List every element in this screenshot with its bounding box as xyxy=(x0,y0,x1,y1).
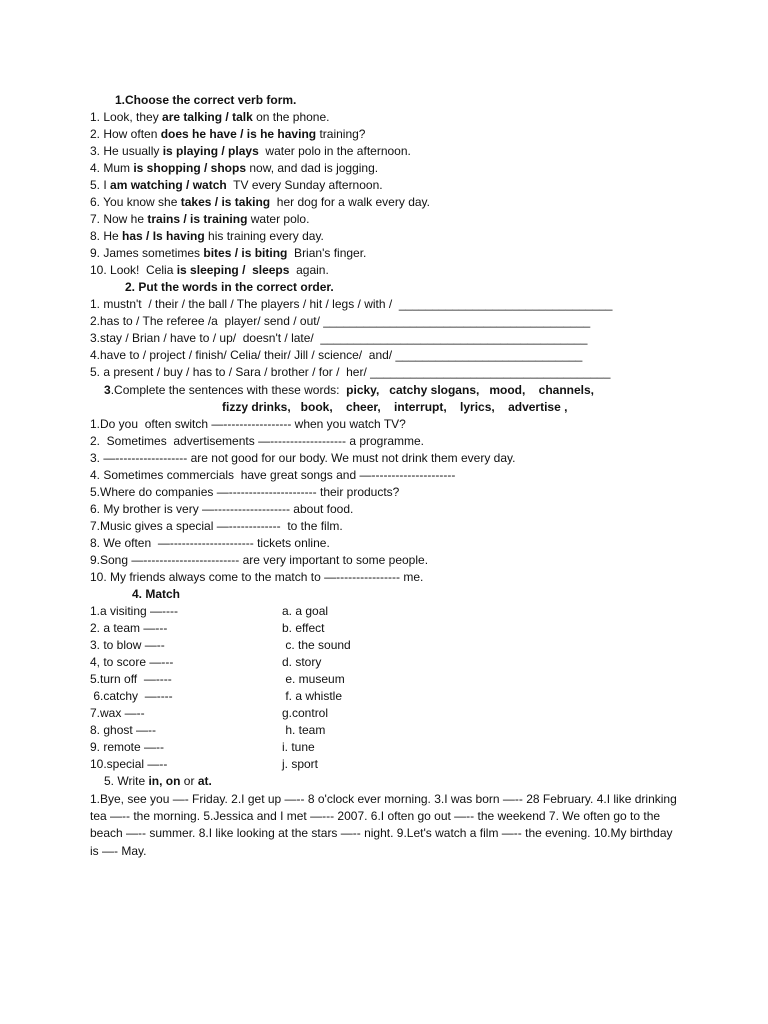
s1-item: 7. Now he trains / is training water polo. xyxy=(90,212,310,226)
section1-title: 1.Choose the correct verb form. xyxy=(115,93,297,107)
s1-item: 5. I am watching / watch TV every Sunday afternoon. xyxy=(90,178,383,192)
match-left-item: 2. a team —--- xyxy=(90,621,168,635)
s2-item: 2.has to / The referee /a player/ send / out/ ________________________________________ xyxy=(90,314,591,328)
match-left-item: 6.catchy —---- xyxy=(90,689,173,703)
s3-item: 3. —------------------ are not good for our body. We must not drink them every day. xyxy=(90,451,516,465)
match-right-item: b. effect xyxy=(282,621,325,635)
s1-item: 8. He has / Is having his training every day. xyxy=(90,229,324,243)
match-right-item: f. a whistle xyxy=(282,689,343,703)
s1-item: 4. Mum is shopping / shops now, and dad is jogging. xyxy=(90,161,379,175)
match-right-item: j. sport xyxy=(282,757,319,771)
match-left-item: 1.a visiting —---- xyxy=(90,604,179,618)
word-bank-line2: fizzy drinks, book, cheer, interrupt, lyrics, advertise , xyxy=(222,400,568,414)
match-right-item: h. team xyxy=(282,723,326,737)
s3-item: 7.Music gives a special —------------- to the film. xyxy=(90,519,343,533)
s1-item: 9. James sometimes bites / is biting Brian's finger. xyxy=(90,246,367,260)
match-left-item: 3. to blow —-- xyxy=(90,638,165,652)
s3-item: 4. Sometimes commercials have great songs and —--------------------- xyxy=(90,468,456,482)
s3-item: 8. We often —--------------------- tickets online. xyxy=(90,536,330,550)
section3-title: 3.Complete the sentences with these words: picky, catchy slogans, mood, channels, xyxy=(104,383,595,397)
s1-item: 3. He usually is playing / plays water polo in the afternoon. xyxy=(90,144,411,158)
s2-item: 1. mustn't / their / the ball / The players / hit / legs / with / ________________________________ xyxy=(90,297,613,311)
s3-item: 1.Do you often switch —----------------- when you watch TV? xyxy=(90,417,406,431)
match-left-item: 7.wax —-- xyxy=(90,706,145,720)
match-right-item: a. a goal xyxy=(282,604,329,618)
s1-item: 2. How often does he have / is he having training? xyxy=(90,127,366,141)
match-left-item: 10.special —-- xyxy=(90,757,168,771)
s3-item: 9.Song —------------------------ are very important to some people. xyxy=(90,553,429,567)
s1-item: 1. Look, they are talking / talk on the phone. xyxy=(90,110,330,124)
section5-paragraph: 1.Bye, see you —- Friday. 2.I get up —-- 8 o'clock ever morning. 3.I was born —-- 28 February. 4.I like drinking tea —-- the morning. 5.Jessica and I met —--- 2007. 6.I often go out —-- the weekend 7. We often go to the beach —-- summer. 8.I like looking at the stars —-- night. 9.Let's watch a film —-- the evening. 10.My birthday is —- May. xyxy=(90,792,677,858)
s3-item: 6. My brother is very —------------------- about food. xyxy=(90,502,354,516)
match-left-item: 8. ghost —-- xyxy=(90,723,157,737)
s2-item: 4.have to / project / finish/ Celia/ their/ Jill / science/ and/ ____________________________ xyxy=(90,348,583,362)
match-right-item: d. story xyxy=(282,655,322,669)
section4-title: 4. Match xyxy=(132,587,181,601)
match-right-item: e. museum xyxy=(282,672,345,686)
match-left-item: 4, to score —--- xyxy=(90,655,174,669)
section5-title: 5. Write in, on or at. xyxy=(104,774,212,788)
section2-title: 2. Put the words in the correct order. xyxy=(125,280,334,294)
match-right-item: g.control xyxy=(282,706,329,720)
s3-item: 10. My friends always come to the match to —---------------- me. xyxy=(90,570,424,584)
match-left-item: 9. remote —-- xyxy=(90,740,165,754)
s1-item: 10. Look! Celia is sleeping / sleeps again. xyxy=(90,263,329,277)
match-right-item: i. tune xyxy=(282,740,315,754)
s1-item: 6. You know she takes / is taking her dog for a walk every day. xyxy=(90,195,430,209)
s2-item: 3.stay / Brian / have to / up/ doesn't / late/ ________________________________________ xyxy=(90,331,588,345)
match-right-item: c. the sound xyxy=(282,638,351,652)
match-left-item: 5.turn off —---- xyxy=(90,672,172,686)
s3-item: 2. Sometimes advertisements —------------------- a programme. xyxy=(90,434,425,448)
s3-item: 5.Where do companies —---------------------- their products? xyxy=(90,485,400,499)
s2-item: 5. a present / buy / has to / Sara / brother / for / her/ ____________________________________ xyxy=(90,365,611,379)
